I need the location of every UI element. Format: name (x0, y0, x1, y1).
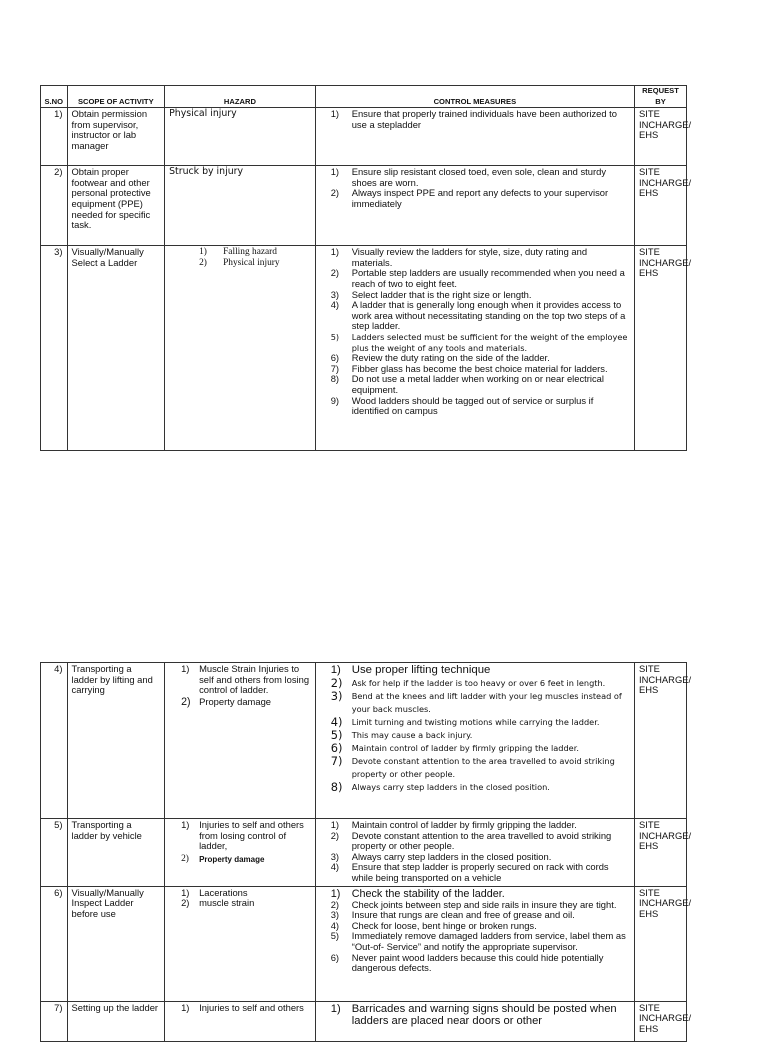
control-item: 5) Ladders selected must be sufficient for the weight of the employee plus the weight of any tools and materials. (330, 331, 628, 353)
safety-table-part-1 (40, 85, 692, 451)
row-request: SITE INCHARGE/ EHS (635, 246, 687, 451)
row-request: SITE INCHARGE/ EHS (635, 886, 687, 1001)
table-row (41, 819, 687, 887)
header-row (41, 86, 687, 108)
header-hazard: HAZARD (165, 86, 316, 108)
control-item: 5) This may cause a back injury. (330, 727, 473, 742)
control-item: 2) Ask for help if the ladder is too heavy or over 6 feet in length. (330, 675, 606, 690)
row-hazards (165, 819, 316, 887)
safety-table-part-2 (40, 662, 692, 1042)
row-hazards (165, 1001, 316, 1041)
hazard-item: 1) Injuries to self and others from losing control of ladder, (181, 819, 304, 852)
hazard-item: 2) muscle strain (181, 897, 255, 909)
row-controls (315, 663, 634, 819)
hazard-item: 1) Muscle Strain Injuries to self and others from losing control of ladder. (181, 663, 310, 696)
row-controls (315, 108, 634, 166)
control-item: 3) Insure that rungs are clean and free of grease and oil. (330, 909, 575, 921)
row-sno: 3) (41, 246, 68, 451)
row-sno: 6) (41, 886, 68, 1001)
control-item: 8) Do not use a metal ladder when working on or near electrical equipment. (330, 373, 604, 395)
row-controls (315, 166, 634, 246)
row-scope: Obtain proper footwear and other personal protective equipment (PPE) needed for specific task. (67, 166, 165, 246)
control-item: 1) Maintain control of ladder by firmly gripping the ladder. (330, 819, 577, 830)
control-item: 9) Wood ladders should be tagged out of service or surplus if identified on campus (330, 394, 594, 417)
control-item: 4) Check for loose, bent hinge or broken rungs. (330, 919, 537, 931)
control-item: 1) Visually review the ladders for style, size, duty rating and materials. (330, 246, 588, 268)
hazard-item: 1) Lacerations (181, 886, 248, 898)
table-row (41, 1001, 687, 1041)
row-scope: Setting up the ladder (67, 1001, 165, 1041)
control-item: 3) Bend at the knees and lift ladder with your leg muscles instead of your back muscles. (330, 688, 622, 714)
table-row (41, 663, 687, 819)
row-hazard: Struck by injury (165, 166, 316, 246)
row-request: SITE INCHARGE/ EHS (635, 819, 687, 887)
hazard-item: 2) Property damage (181, 853, 265, 864)
row-scope: Visually/Manually Select a Ladder (67, 246, 165, 451)
hazard-item: 1) Injuries to self and others (181, 1001, 304, 1013)
control-item: 2) Portable step ladders are usually recommended when you need a reach of two to eight feet. (330, 267, 625, 289)
row-sno: 4) (41, 663, 68, 819)
row-sno: 2) (41, 166, 68, 246)
control-item: 6) Never paint wood ladders because this could hide potentially dangerous defects. (330, 951, 604, 974)
control-item: 5) Immediately remove damaged ladders from service, label them as “Out-of- Service” and notify the appropriate supervisor. (330, 930, 626, 952)
control-item: 8) Always carry step ladders in the closed position. (330, 779, 550, 794)
control-item: 4) A ladder that is generally long enough when it provides access to work area without necessitating standing on the top two steps of a step ladder. (330, 299, 626, 332)
row-scope: Transporting a ladder by vehicle (67, 819, 165, 887)
control-item: 1) Check the stability of the ladder. (330, 887, 505, 900)
row-scope: Obtain permission from supervisor, instructor or lab manager (67, 108, 165, 166)
hazard-item: 2) Physical injury (199, 257, 280, 268)
control-item: 2) Check joints between step and side rails in insure they are tight. (330, 898, 617, 910)
row-hazards (165, 246, 316, 451)
control-item: 4) Limit turning and twisting motions while carrying the ladder. (330, 714, 600, 729)
row-hazards (165, 886, 316, 1001)
row-scope: Visually/Manually Inspect Ladder before use (67, 886, 165, 1001)
control-item: 3) Always carry step ladders in the closed position. (330, 850, 552, 862)
table-row (41, 108, 687, 166)
table-row (41, 166, 687, 246)
control-item: 3) Select ladder that is the right size or length. (330, 288, 532, 300)
row-hazards (165, 663, 316, 819)
control-item: 7) Fibber glass has become the best choice material for ladders. (330, 362, 608, 374)
control-item: 7) Devote constant attention to the area travelled to avoid striking property or other people. (330, 753, 615, 779)
header-request: REQUEST BY (635, 86, 687, 108)
header-sno: S.NO (41, 86, 68, 108)
hazard-item: 2) Property damage (181, 695, 272, 708)
row-controls (315, 1001, 634, 1041)
control-item: 1) Ensure that properly trained individuals have been authorized to use a stepladder (330, 108, 617, 130)
row-request: SITE INCHARGE/ EHS (635, 663, 687, 819)
row-hazard: Physical injury (165, 108, 316, 166)
control-item: 4) Ensure that step ladder is properly secured on rack with cords while being transported on a vehicle (330, 861, 609, 883)
control-item: 2) Devote constant attention to the area travelled to avoid striking property or other people. (330, 829, 612, 852)
row-request: SITE INCHARGE/ EHS (635, 1001, 687, 1041)
header-scope: SCOPE OF ACTIVITY (67, 86, 165, 108)
control-item: 1) Ensure slip resistant closed toed, even sole, clean and sturdy shoes are worn. (330, 166, 607, 188)
row-request: SITE INCHARGE/ EHS (635, 108, 687, 166)
row-request: SITE INCHARGE/ EHS (635, 166, 687, 246)
table-row (41, 246, 687, 451)
row-sno: 1) (41, 108, 68, 166)
table-row (41, 886, 687, 1001)
row-sno: 5) (41, 819, 68, 887)
row-controls (315, 819, 634, 887)
hazard-item: 1) Falling hazard (199, 247, 277, 258)
header-control: CONTROL MEASURES (315, 86, 634, 108)
row-controls (315, 246, 634, 451)
control-item: 1) Barricades and warning signs should be posted when ladders are placed near doors or other (330, 1002, 617, 1027)
row-controls (315, 886, 634, 1001)
control-item: 6) Review the duty rating on the side of the ladder. (330, 352, 550, 364)
control-item: 2) Always inspect PPE and report any defects to your supervisor immediately (330, 187, 609, 209)
control-item: 6) Maintain control of ladder by firmly gripping the ladder. (330, 740, 579, 755)
row-sno: 7) (41, 1001, 68, 1041)
row-scope: Transporting a ladder by lifting and carrying (67, 663, 165, 819)
control-item: 1) Use proper lifting technique (330, 664, 491, 676)
